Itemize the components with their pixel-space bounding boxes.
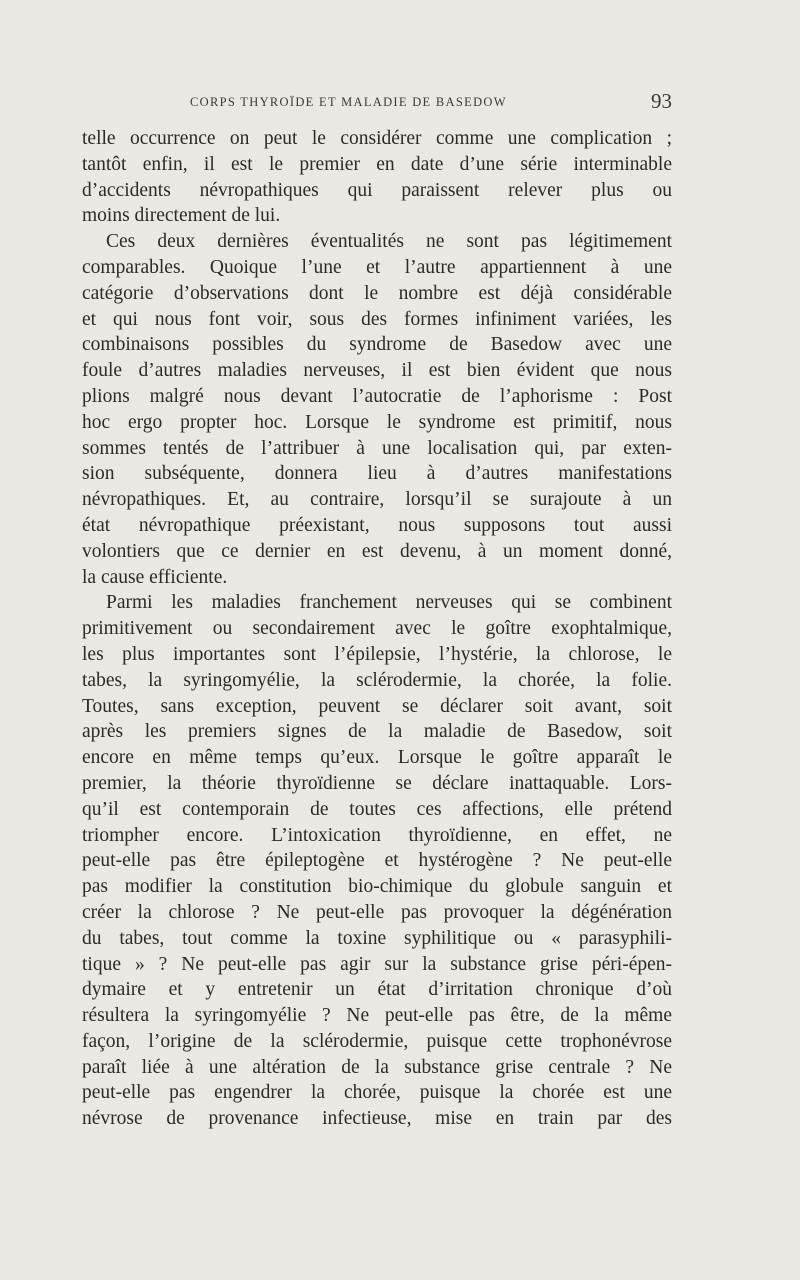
body-text — [82, 126, 672, 1132]
text-line: tantôt enfin, il est le premier en date d’une série interminable — [82, 153, 672, 175]
paragraph-start-line: Ces deux dernières éventualités ne sont pas légitimement — [106, 231, 672, 253]
text-line: combinaisons possibles du syndrome de Basedow avec une — [82, 334, 672, 356]
text-line: peut-elle pas être épileptogène et hystérogène ? Ne peut-elle — [82, 850, 672, 872]
text-line: encore en même temps qu’eux. Lorsque le goître apparaît le — [82, 747, 672, 769]
text-line: névrose de provenance infectieuse, mise en train par des — [82, 1108, 672, 1130]
text-line: résultera la syringomyélie ? Ne peut-elle pas être, de la même — [82, 1005, 672, 1027]
text-line: plions malgré nous devant l’autocratie de l’aphorisme : Post — [82, 385, 672, 407]
text-line: névropathiques. Et, au contraire, lorsqu’il se surajoute à un — [82, 489, 672, 511]
text-line: premier, la théorie thyroïdienne se déclare inattaquable. Lors- — [82, 772, 672, 794]
text-line: la cause efficiente. — [82, 566, 228, 588]
text-line: triompher encore. L’intoxication thyroïdienne, en effet, ne — [82, 824, 672, 846]
text-line: état névropathique préexistant, nous supposons tout aussi — [82, 514, 672, 536]
paragraph-start-line: Parmi les maladies franchement nerveuses qui se combinent — [106, 592, 672, 614]
text-line: qu’il est contemporain de toutes ces affections, elle prétend — [82, 798, 672, 820]
text-line: primitivement ou secondairement avec le goître exophtalmique, — [82, 618, 672, 640]
page-number: 93 — [651, 89, 672, 113]
text-line: peut-elle pas engendrer la chorée, puisque la chorée est une — [82, 1082, 672, 1104]
text-line: foule d’autres maladies nerveuses, il est bien évident que nous — [82, 360, 672, 382]
text-line: catégorie d’observations dont le nombre est déjà considérable — [82, 282, 672, 304]
text-line: Toutes, sans exception, peuvent se déclarer soit avant, soit — [82, 695, 672, 717]
text-line: tique » ? Ne peut-elle pas agir sur la substance grise péri-épen- — [82, 953, 672, 975]
text-line: créer la chlorose ? Ne peut-elle pas provoquer la dégénération — [82, 901, 672, 923]
page-header — [82, 89, 672, 119]
text-line: après les premiers signes de la maladie de Basedow, soit — [82, 721, 672, 743]
text-line: moins directement de lui. — [82, 205, 281, 227]
text-line: pas modifier la constitution bio-chimique du globule sanguin et — [82, 876, 672, 898]
text-line: façon, l’origine de la sclérodermie, puisque cette trophonévrose — [82, 1030, 672, 1052]
text-line: du tabes, tout comme la toxine syphilitique ou « parasyphili- — [82, 927, 672, 949]
text-line: paraît liée à une altération de la substance grise centrale ? Ne — [82, 1056, 672, 1078]
text-line: les plus importantes sont l’épilepsie, l’hystérie, la chlorose, le — [82, 643, 672, 665]
text-line: sommes tentés de l’attribuer à une localisation qui, par exten- — [82, 437, 672, 459]
text-line: volontiers que ce dernier en est devenu, à un moment donné, — [82, 540, 672, 562]
running-head: CORPS THYROÏDE ET MALADIE DE BASEDOW — [190, 95, 507, 109]
text-line: sion subséquente, donnera lieu à d’autres manifestations — [82, 463, 672, 485]
text-line: hoc ergo propter hoc. Lorsque le syndrome est primitif, nous — [82, 411, 672, 433]
text-line: telle occurrence on peut le considérer comme une complication ; — [82, 128, 672, 149]
text-line: et qui nous font voir, sous des formes infiniment variées, les — [82, 308, 672, 330]
text-line: d’accidents névropathiques qui paraissent relever plus ou — [82, 179, 672, 201]
text-line: comparables. Quoique l’une et l’autre appartiennent à une — [82, 256, 672, 278]
text-line: dymaire et y entretenir un état d’irritation chronique d’où — [82, 979, 672, 1001]
text-line: tabes, la syringomyélie, la sclérodermie, la chorée, la folie. — [82, 669, 672, 691]
